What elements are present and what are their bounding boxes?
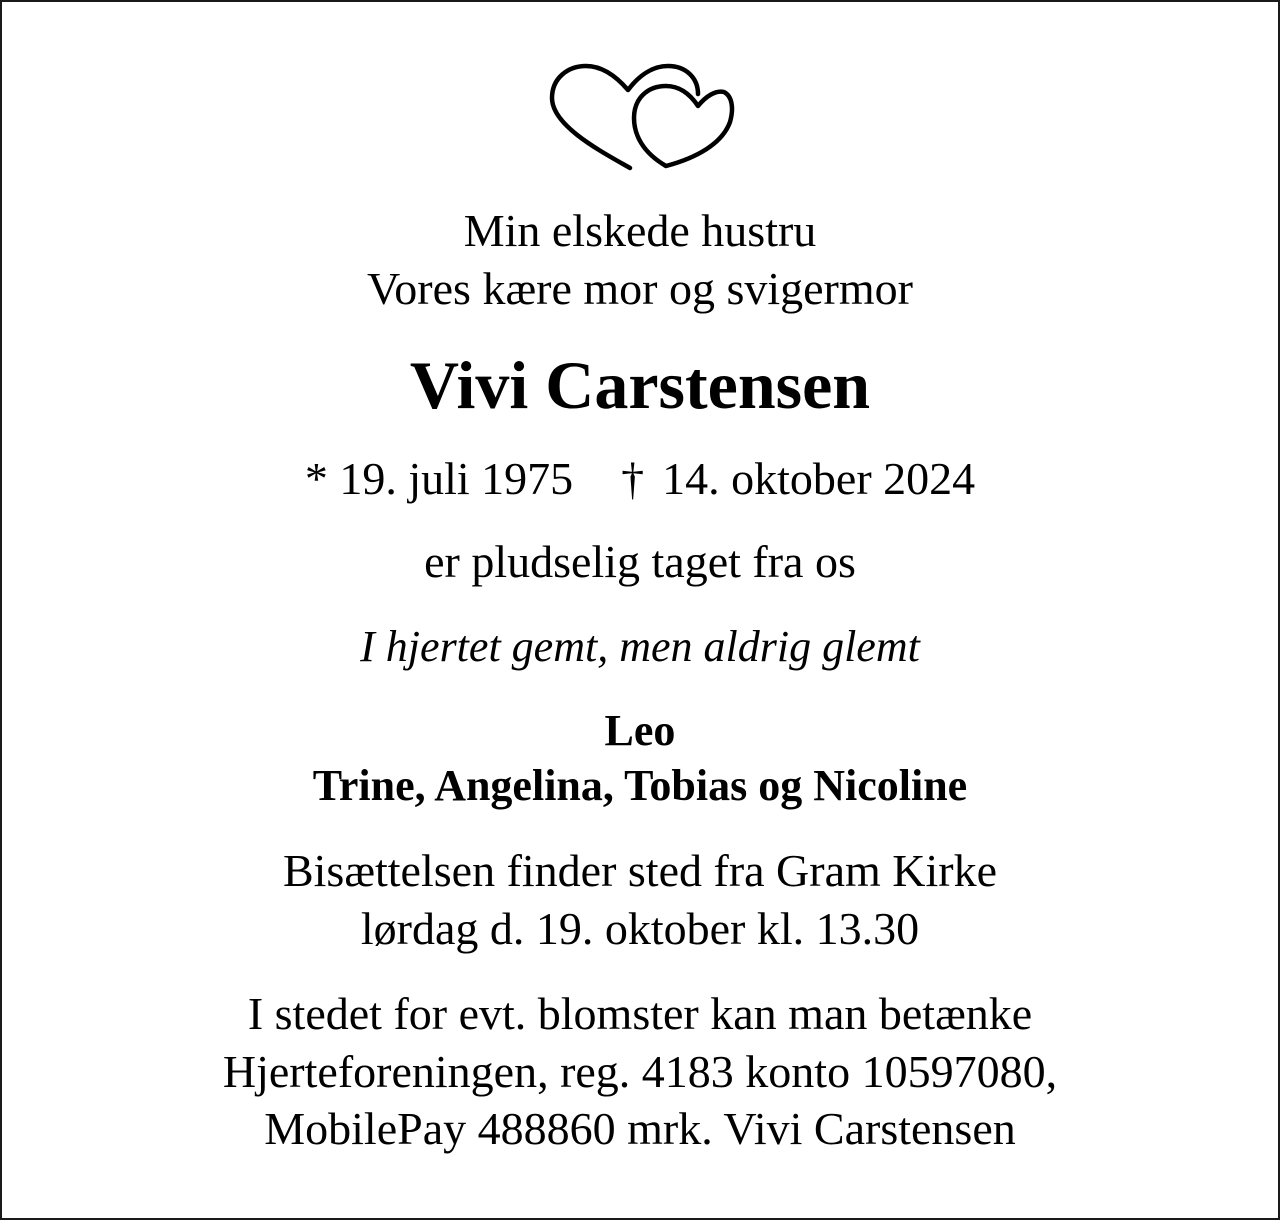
announcement-text: er pludselig taget fra os (424, 536, 856, 587)
signer-line-2: Trine, Angelina, Tobias og Nicoline (312, 761, 968, 810)
donation-line-2: Hjerteforeningen, reg. 4183 konto 10597080, (222, 1046, 1058, 1097)
service-line-2: lørdag d. 19. oktober kl. 13.30 (360, 903, 920, 954)
donation-line-1: I stedet for evt. blomster kan man betænke (247, 988, 1033, 1039)
birth-date: 19. juli 1975 (339, 453, 574, 504)
memorial-quote: I hjertet gemt, men aldrig glemt (360, 622, 920, 671)
intro-line-2: Vores kære mor og svigermor (367, 263, 913, 314)
donation-line-3: MobilePay 488860 mrk. Vivi Carstensen (264, 1103, 1016, 1154)
signer-line-1: Leo (604, 706, 676, 755)
death-date: 14. oktober 2024 (662, 453, 976, 504)
intro-line-1: Min elskede hustru (463, 205, 817, 256)
two-hearts-icon (542, 60, 742, 172)
birth-symbol: * (304, 453, 328, 504)
service-line-1: Bisættelsen finder sted fra Gram Kirke (282, 845, 998, 896)
cross-icon: † (621, 453, 645, 504)
life-dates (2, 453, 1278, 504)
deceased-name: Vivi Carstensen (409, 347, 871, 423)
